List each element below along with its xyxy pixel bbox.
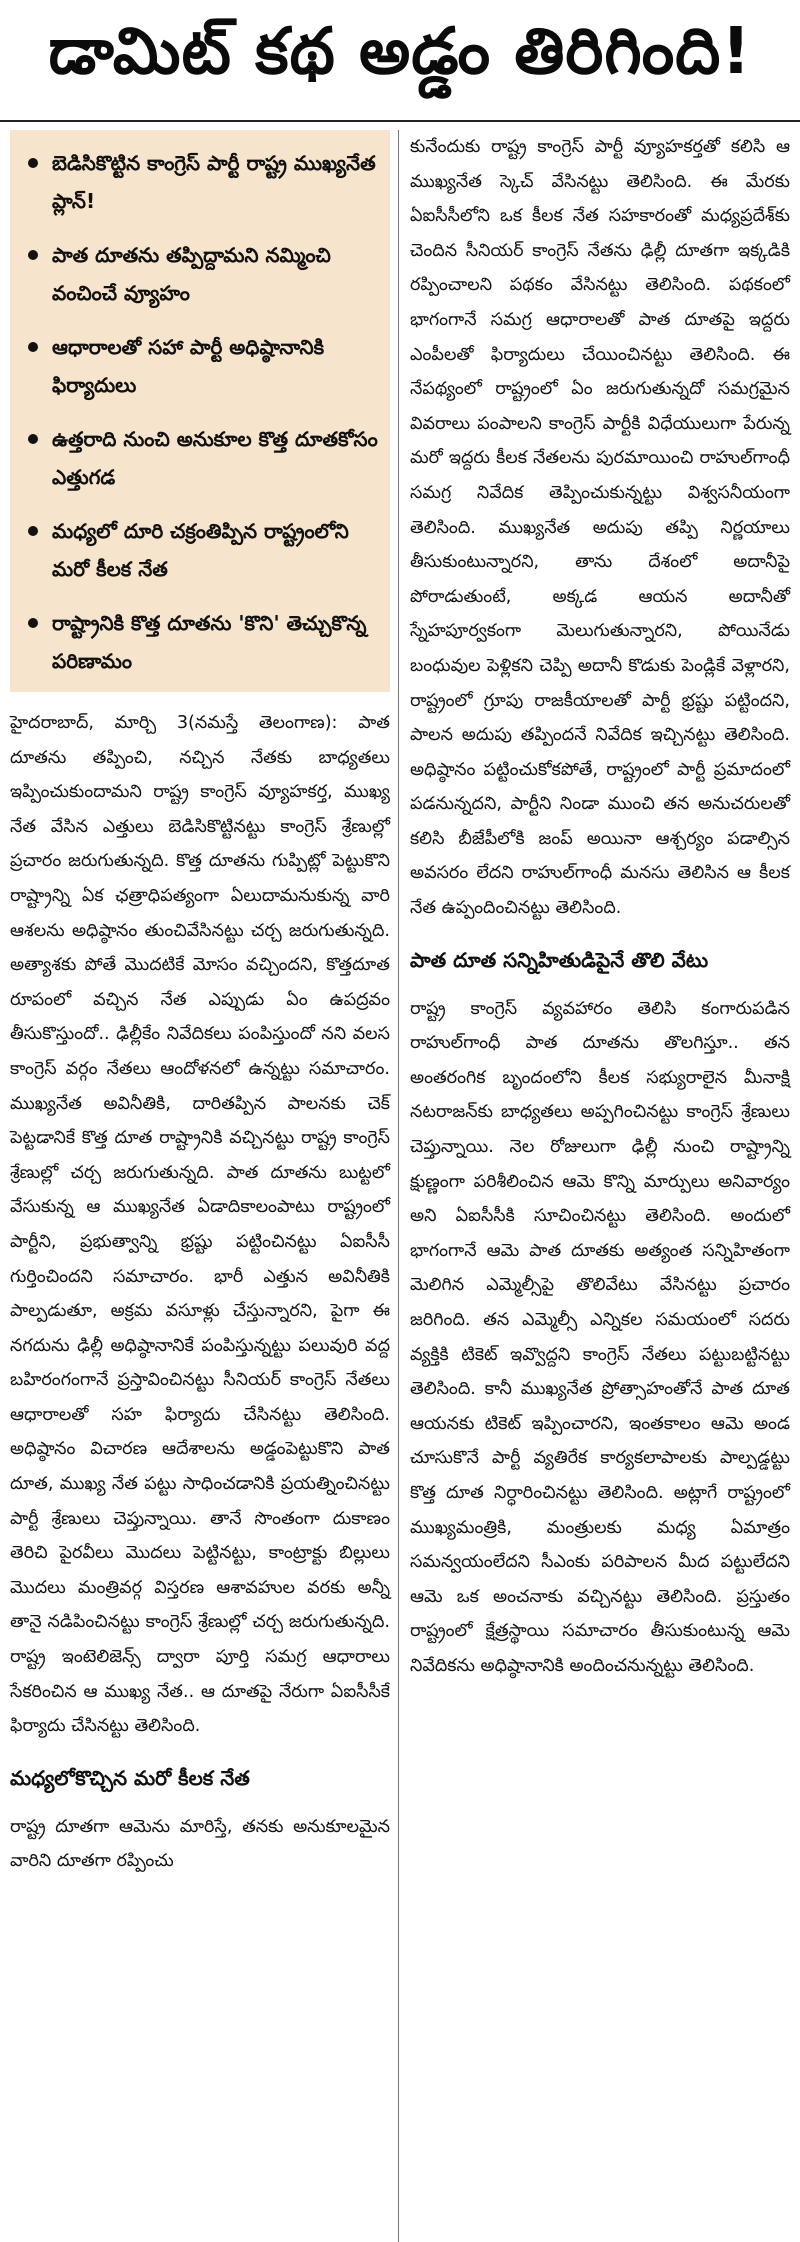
highlights-box (10, 130, 390, 692)
highlight-item (22, 144, 378, 220)
highlight-item (22, 604, 378, 680)
left-column (10, 130, 390, 2242)
highlight-text: పాత దూతను తప్పిద్దామని నమ్మించి వంచించే వ్యూహం (52, 243, 331, 305)
bullet-icon (28, 250, 38, 260)
highlight-text: రాష్ట్రానికి కొత్త దూతను 'కొని' తెచ్చుకొన్న పరిణామం (52, 611, 367, 673)
highlight-text: బెడిసికొట్టిన కాంగ్రెస్ పార్టీ రాష్ట్ర ముఖ్యనేత ప్లాన్! (52, 151, 376, 213)
highlight-text: మధ్యలో దూరి చక్రంతిప్పిన రాష్ట్రంలోని మరో కీలక నేత (52, 519, 349, 581)
highlight-item (22, 420, 378, 496)
bullet-icon (28, 526, 38, 536)
highlight-item (22, 328, 378, 404)
headline-rule (0, 120, 800, 122)
section-subheading: పాత దూత సన్నిహితుడిపైనే తొలి వేటు (410, 947, 709, 972)
right-column (410, 130, 790, 2242)
column-divider (398, 130, 399, 2242)
bullet-icon (28, 158, 38, 168)
highlights-list (22, 144, 378, 680)
article-paragraph: కునేందుకు రాష్ట్ర కాంగ్రెస్ పార్టీ వ్యూహకర్తతో కలిసి ఆ ముఖ్యనేత స్కెచ్ వేసినట్టు తెలిసింది. ఈ మేరకు ఏఐసీసీలోని ఒక కీలక నేత సహకారంతో మధ్యప్రదేశ్‌కు చెందిన సీనియర్ కాంగ్రెస్ నేతను ఢిల్లీ దూతగా ఇక్కడికి రప్పించాలని పథకం వేసినట్టు తెలిసింది. పథకంలో భాగంగానే సమగ్ర ఆధారాలతో పాత దూతపై ఇద్దరు ఎంపీలతో ఫిర్యాదులు చేయించినట్టు తెలిసింది. ఈ నేపథ్యంలో రాష్ట్రంలో ఏం జరుగుతున్నదో సమగ్రమైన వివరాలు పంపాలని కాంగ్రెస్ పార్టీకి విధేయులుగా పేరున్న మరో ఇద్దరు కీలక నేతలను పురమాయించి రాహుల్‌గాంధీ సమగ్ర నివేదిక తెప్పించుకున్నట్టు విశ్వసనీయంగా తెలిసింది. ముఖ్యనేత అదుపు తప్పి నిర్ణయాలు తీసుకుంటున్నారని, తాను దేశంలో అదానీపై పోరాడుతుంటే, అక్కడ ఆయన అదానీతో స్నేహపూర్వకంగా మెలుగుతున్నారని, పోయినేడు బంధువుల పెళ్లికని చెప్పి అదానీ కొడుకు పెండ్లికే వెళ్లారని, రాష్ట్రంలో గ్రూపు రాజకీయాలతో పార్టీ భ్రష్టు పట్టిందని, పాలన అదుపు తప్పిందనే నివేదిక ఇచ్చినట్టు తెలిసింది. అధిష్ఠానం పట్టించుకోకపోతే, రాష్ట్రంలో పార్టీ ప్రమాదంలో పడనున్నదని, పార్టీని నిండా ముంచి తన అనుచరులతో కలిసి బీజేపీలోకి జంప్ అయినా ఆశ్చర్యం పడాల్సిన అవసరం లేదని రాహుల్‌గాంధీ మనసు తెలిసిన ఆ కీలక నేత ఉప్పందించినట్టు తెలిసింది. (410, 137, 790, 919)
highlight-text: ఆధారాలతో సహా పార్టీ అధిష్ఠానానికి ఫిర్యాదులు (52, 335, 325, 397)
article-paragraph: రాష్ట్ర దూతగా ఆమెను మారిస్తే, తనకు అనుకూలమైన వారిని దూతగా రప్పించు (10, 1816, 390, 1872)
bullet-icon (28, 618, 38, 628)
highlight-item (22, 236, 378, 312)
highlight-item (22, 512, 378, 588)
highlight-text: ఉత్తరాది నుంచి అనుకూల కొత్త దూతకోసం ఎత్తుగడ (52, 427, 378, 489)
bullet-icon (28, 342, 38, 352)
section-subheading: మధ్యలోకొచ్చిన మరో కీలక నేత (10, 1765, 250, 1790)
article-paragraph: హైదరాబాద్, మార్చి 3(నమస్తే తెలంగాణ): పాత దూతను తప్పించి, నచ్చిన నేతకు బాధ్యతలు ఇప్పించుకుందామని రాష్ట్ర కాంగ్రెస్ వ్యూహకర్త, ముఖ్య నేత వేసిన ఎత్తులు బెడిసికొట్టినట్టు కాంగ్రెస్ శ్రేణుల్లో ప్రచారం జరుగుతున్నది. కొత్త దూతను గుప్పిట్లో పెట్టుకొని రాష్ట్రాన్ని ఏక ఛత్రాధిపత్యంగా ఏలుదామనుకున్న వారి ఆశలను అధిష్ఠానం తుంచివేసినట్టు చర్చ జరుగుతున్నది. అత్యాశకు పోతే మొదటికే మోసం వచ్చిందని, కొత్తదూత రూపంలో వచ్చిన నేత ఎప్పుడు ఏం ఉపద్రవం తీసుకొస్తుందో.. ఢిల్లీకేం నివేదికలు పంపిస్తుందో నని వలస కాంగ్రెస్ వర్గం నేతలు ఆందోళనలో ఉన్నట్టు సమాచారం. ముఖ్యనేత అవినీతికి, దారితప్పిన పాలనకు చెక్ పెట్టడానికే కొత్త దూత రాష్ట్రానికి వచ్చినట్టు రాష్ట్ర కాంగ్రెస్ శ్రేణుల్లో చర్చ జరుగుతున్నది. పాత దూతను బుట్టలో వేసుకున్న ఆ ముఖ్యనేత ఏడాదికాలంపాటు రాష్ట్రంలో పార్టీని, ప్రభుత్వాన్ని భ్రష్టు పట్టించినట్టు ఏఐసీసీ గుర్తించిందని సమాచారం. భారీ ఎత్తున అవినీతికి పాల్పడుతూ, అక్రమ వసూళ్లు చేస్తున్నారని, పైగా ఈ నగదును ఢిల్లీ అధిష్ఠానానికే పంపిస్తున్నట్టు పలువురి వద్ద బహిరంగంగానే ప్రస్తావించినట్టు సీనియర్ కాంగ్రెస్ నేతలు ఆధారాలతో సహ ఫిర్యాదు చేసినట్టు తెలిసింది. అధిష్ఠానం విచారణ ఆదేశాలను అడ్డంపెట్టుకొని పాత దూత, ముఖ్య నేత పట్టు సాధించడానికి ప్రయత్నించినట్టు పార్టీ శ్రేణులు చెప్తున్నాయి. తానే సొంతంగా దుకాణం తెరిచి పైరవీలు మొదలు పెట్టినట్టు, కాంట్రాక్టు బిల్లులు మొదలు మంత్రివర్గ విస్తరణ ఆశావహుల వరకు అన్నీ తానై నడిపించినట్టు కాంగ్రెస్ శ్రేణుల్లో చర్చ జరుగుతున్నది. రాష్ట్ర ఇంటెలిజెన్స్ ద్వారా పూర్తి సమగ్ర ఆధారాలు సేకరించిన ఆ ముఖ్య నేత.. ఆ దూతపై నేరుగా ఏఐసీసీకే ఫిర్యాదు చేసినట్టు తెలిసింది. (10, 713, 390, 1737)
article-paragraph: రాష్ట్ర కాంగ్రెస్ వ్యవహారం తెలిసి కంగారుపడిన రాహుల్‌గాంధీ పాత దూతను తొలగిస్తూ.. తన అంతరంగిక బృందంలోని కీలక సభ్యురాలైన మీనాక్షి నటరాజన్‌కు బాధ్యతలు అప్పగించినట్టు కాంగ్రెస్ శ్రేణులు చెప్తున్నాయి. నెల రోజులుగా ఢిల్లీ నుంచి రాష్ట్రాన్ని క్షుణ్ణంగా పరిశీలించిన ఆమె కొన్ని మార్పులు అనివార్యం అని ఏఐసీసీకి సూచించినట్టు తెలిసింది. అందులో భాగంగానే ఆమె పాత దూతకు అత్యంత సన్నిహితంగా మెలిగిన ఎమ్మెల్సీపై తొలివేటు వేసినట్టు ప్రచారం జరిగింది. తన ఎమ్మెల్సీ ఎన్నికల సమయంలో సదరు వ్యక్తికి టికెట్ ఇవ్వొద్దని కాంగ్రెస్ నేతలు పట్టుబట్టినట్టు తెలిసింది. కానీ ముఖ్యనేత ప్రోత్సాహంతోనే పాత దూత ఆయనకు టికెట్ ఇప్పించారని, ఇంతకాలం ఆమె అండ చూసుకొనే పార్టీ వ్యతిరేక కార్యకలాపాలకు పాల్పడ్డట్టు కొత్త దూత నిర్ధారించినట్టు తెలిసింది. అట్లాగే రాష్ట్రంలో ముఖ్యమంత్రికి, మంత్రులకు మధ్య ఏమాత్రం సమన్వయంలేదని సీఎంకు పరిపాలన మీద పట్టులేదని ఆమె ఒక అంచనాకు వచ్చినట్టు తెలిసింది. ప్రస్తుతం రాష్ట్రంలో క్షేత్రస్థాయి సమాచారం తీసుకుంటున్న ఆమె నివేదికను అధిష్ఠానానికి అందించనున్నట్టు తెలిసింది. (410, 998, 790, 1676)
bullet-icon (28, 434, 38, 444)
article-headline: డామిట్ కథ అడ్డం తిరిగింది! (48, 14, 752, 89)
